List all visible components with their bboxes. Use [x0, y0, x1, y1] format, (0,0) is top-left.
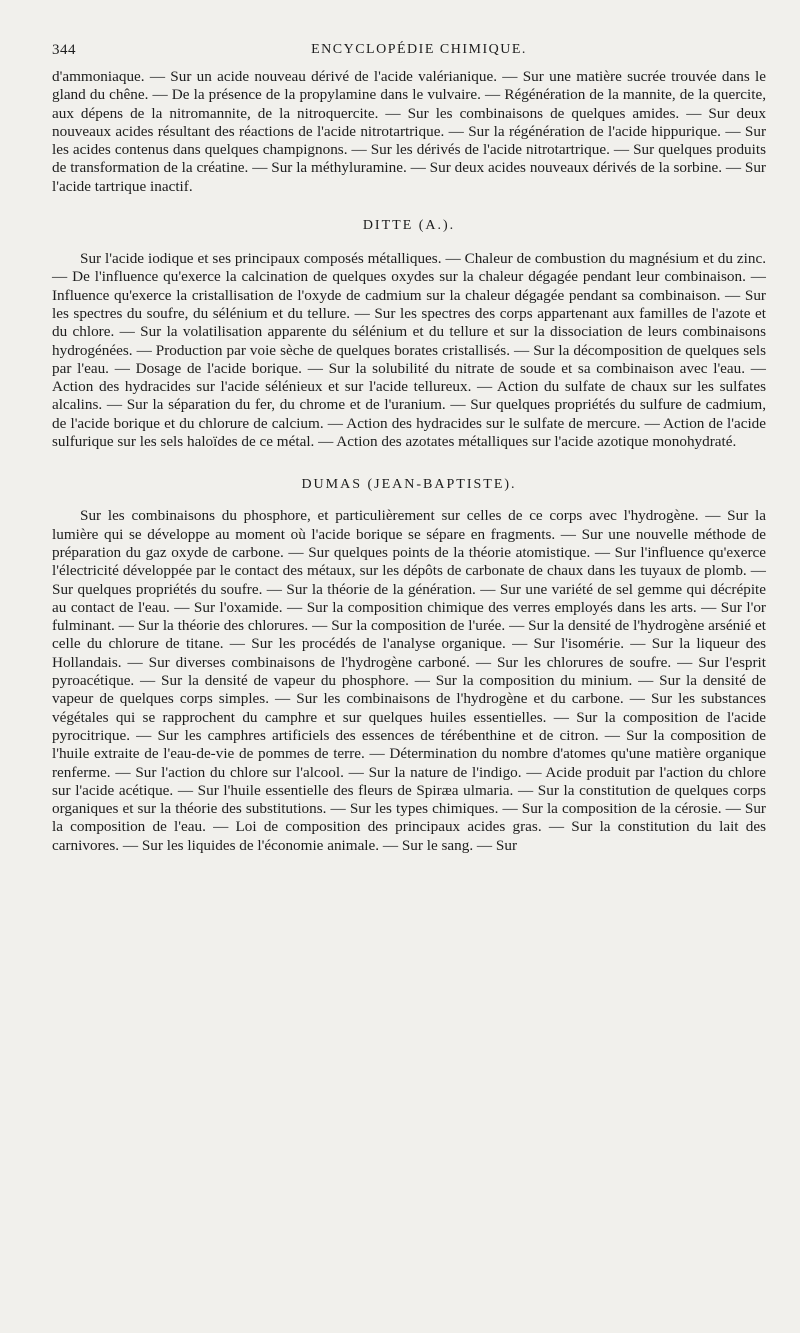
dumas-paragraph: Sur les combinaisons du phosphore, et particulièrement sur celles de ce corps avec l'hydrogène. — Sur la lumière qui se développe au moment où l'acide borique se sépare en fragments. — Sur une nouvelle méthode de préparation du gaz oxyde de carbone. — Sur quelques points de la théorie atomistique. — Sur l'influence qu'exerce l'électricité développée par le contact des métaux, sur les dépôts de carbonate de chaux dans les tuyaux de plomb. — Sur quelques propriétés du soufre. — Sur la théorie de la génération. — Sur une variété de sel gemme qui décrépite au contact de l'eau. — Sur l'oxamide. — Sur la composition chimique des verres employés dans les arts. — Sur l'or fulminant. — Sur la théorie des chlorures. — Sur la composition de l'urée. — Sur la densité de l'hydrogène arsénié et celle du chlorure de titane. — Sur les procédés de l'analyse organique. — Sur l'isomérie. — Sur la liqueur des Hollandais. — Sur diverses combinaisons de l'hydrogène carboné. — Sur les chlorures de soufre. — Sur l'esprit pyroacétique. — Sur la densité de vapeur du phosphore. — Sur la composition du minium. — Sur la densité de vapeur de quelques corps simples. — Sur les combinaisons de l'hydrogène et du carbone. — Sur les substances végétales qui se rapprochent du camphre et sur quelques huiles essentielles. — Sur la composition de l'acide pyrocitrique. — Sur les camphres artificiels des essences de térébenthine et de citron. — Sur la composition de l'huile extraite de l'eau-de-vie de pommes de terre. — Détermination du nombre d'atomes qu'une matière organique renferme. — Sur l'action du chlore sur l'alcool. — Sur la nature de l'indigo. — Acide produit par l'action du chlore sur l'acide acétique. — Sur l'huile essentielle des fleurs de Spiræa ulmaria. — Sur la constitution de quelques corps organiques et sur la théorie des substitutions. — Sur les types chimiques. — Sur la composition de la cérosie. — Sur la composition de l'eau. — Loi de composition des principaux acides gras. — Sur la constitution du lait des carnivores. — Sur les liquides de l'économie animale. — Sur le sang. — Sur [52, 507, 766, 854]
section-heading-dumas: DUMAS (JEAN-BAPTISTE). [301, 477, 517, 493]
ditte-paragraph: Sur l'acide iodique et ses principaux composés métalliques. — Chaleur de combustion du magnésium et du zinc. — De l'influence qu'exerce la calcination de quelques oxydes sur la chaleur dégagée pendant leur combinaison. — Influence qu'exerce la cristallisation de l'oxyde de cadmium sur la chaleur dégagée pendant sa combinaison. — Sur les spectres du soufre, du sélénium et du tellure. — Sur les spectres des corps appartenant aux familles de l'azote et du chlore. — Sur la volatilisation apparente du sélénium et du tellure et sur la dissociation de leurs combinaisons hydrogénées. — Production par voie sèche de quelques borates cristallisés. — Sur la décomposition de quelques sels par l'eau. — Dosage de l'acide borique. — Sur la solubilité du nitrate de soude et sa combinaison avec l'eau. — Action des hydracides sur l'acide sélénieux et sur l'acide tellureux. — Action du sulfate de chaux sur les sulfates alcalins. — Sur la séparation du fer, du chrome et de l'uranium. — Sur quelques propriétés du sulfure de cadmium, de l'acide borique et du chlorure de calcium. — Action des hydracides sur le sulfate de mercure. — Action de l'acide sulfurique sur les sels haloïdes de ce métal. — Action des azotates métalliques sur l'acide azotique monohydraté. [52, 250, 766, 451]
page-header [52, 42, 766, 68]
running-head: ENCYCLOPÉDIE CHIMIQUE. [311, 42, 527, 57]
page-number: 344 [52, 42, 76, 58]
continuation-paragraph: d'ammoniaque. — Sur un acide nouveau dérivé de l'acide valérianique. — Sur une matière sucrée trouvée dans le gland du chêne. — De la présence de la propylamine dans le vulvaire. — Régénération de la mannite, de la quercite, aux dépens de la nitromannite, de la nitroquercite. — Sur les combinaisons de quelques amides. — Sur deux nouveaux acides résultant des réactions de l'acide nitrotartrique. — Sur la régénération de l'acide hippurique. — Sur les acides contenus dans quelques champignons. — Sur les dérivés de l'acide nitrotartrique. — Sur quelques produits de transformation de la créatine. — Sur la méthyluramine. — Sur deux acides nouveaux dérivés de la sorbine. — Sur l'acide tartrique inactif. [52, 68, 766, 195]
section-heading-ditte: DITTE (A.). [362, 218, 456, 234]
